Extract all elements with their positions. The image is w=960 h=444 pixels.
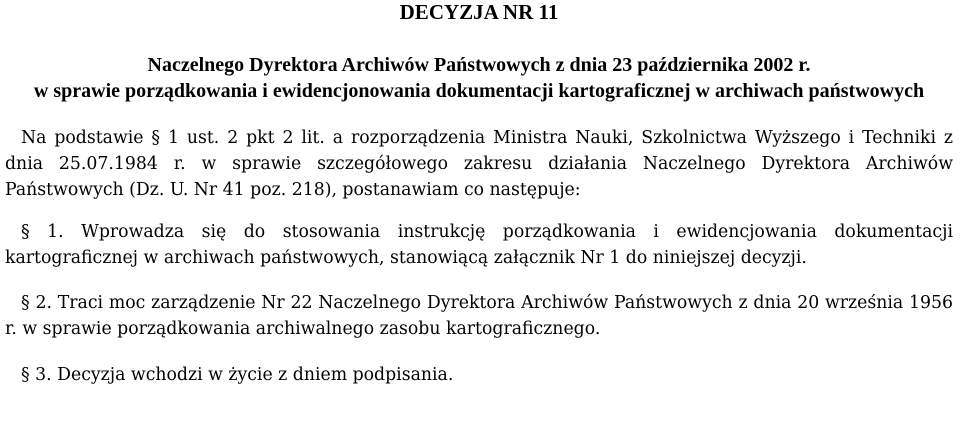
subject-line: w sprawie porządkowania i ewidencjonowania dokumentacji kartograficznej w archiwach państwowych — [33, 80, 925, 102]
legal-basis-paragraph: Na podstawie § 1 ust. 2 pkt 2 lit. a rozporządzenia Ministra Nauki, Szkolnictwa Wyższego i Techniki z dnia 25.07.1984 r. w sprawie szczegółowego zakresu działania Naczelnego Dyrektora Archiwów Państwowych (Dz. U. Nr 41 poz. 218), postanawiam co następuje: — [5, 128, 953, 200]
section-3-paragraph: § 3. Decyzja wchodzi w życie z dniem podpisania. — [21, 365, 454, 385]
section-2-paragraph: § 2. Traci moc zarządzenie Nr 22 Naczelnego Dyrektora Archiwów Państwowych z dnia 20 września 1956 r. w sprawie porządkowania archiwalnego zasobu kartograficznego. — [5, 293, 953, 339]
issuer-line: Naczelnego Dyrektora Archiwów Państwowych z dnia 23 października 2002 r. — [147, 54, 811, 76]
document-title: DECYZJA NR 11 — [399, 0, 559, 24]
document-page — [5, 0, 953, 388]
section-1-paragraph: § 1. Wprowadza się do stosowania instrukcję porządkowania i ewidencjowania dokumentacji kartograficznej w archiwach państwowych, stanowiącą załącznik Nr 1 do niniejszej decyzji. — [5, 222, 953, 268]
